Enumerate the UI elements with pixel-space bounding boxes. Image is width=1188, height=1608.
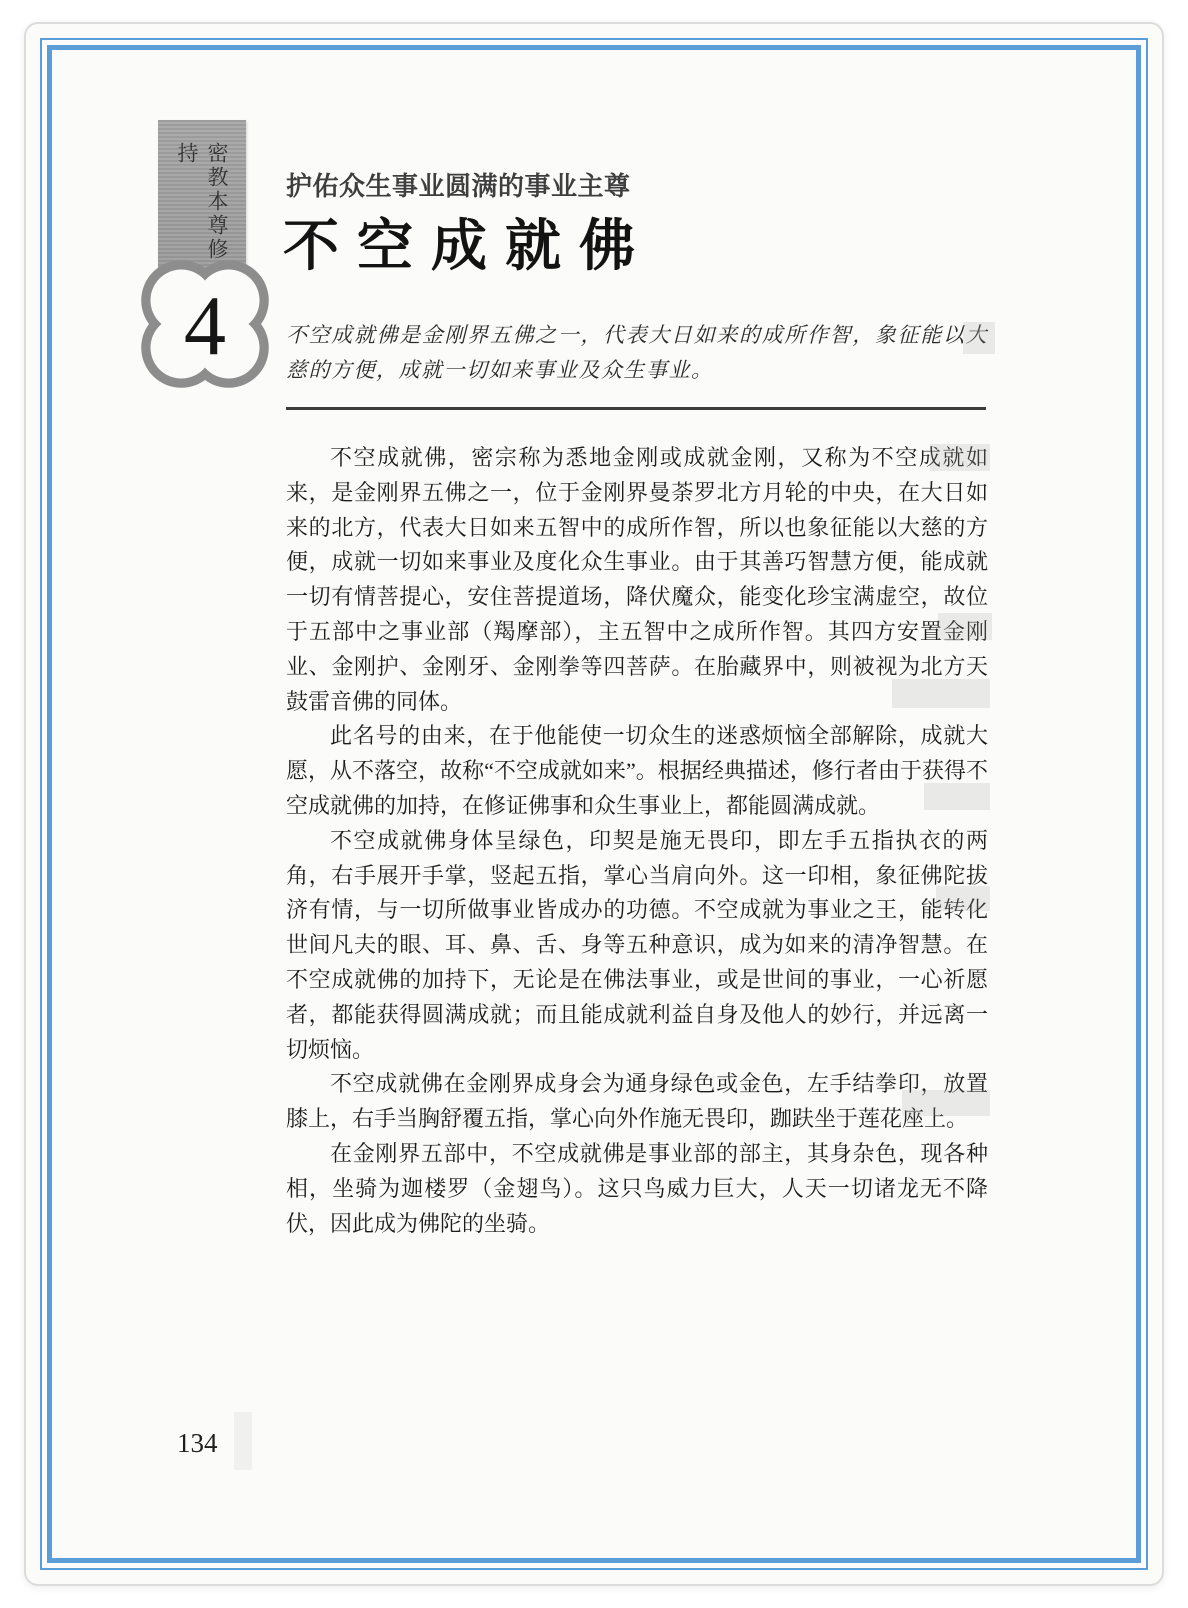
body-text	[286, 441, 988, 1241]
body-paragraph: 此名号的由来，在于他能使一切众生的迷惑烦恼全部解除，成就大愿，从不落空，故称“不空成就如来”。根据经典描述，修行者由于获得不空成就佛的加持，在修证佛事和众生事业上，都能圆满成就。	[286, 723, 988, 818]
body-paragraph: 不空成就佛，密宗称为悉地金刚或成就金刚，又称为不空成就如来，是金刚界五佛之一，位于金刚界曼荼罗北方月轮的中央，在大日如来的北方，代表大日如来五智中的成所作智，所以也象征能以大慈的方便，成就一切如来事业及度化众生事业。由于其善巧智慧方便，能成就一切有情菩提心，安住菩提道场，降伏魔众，能变化珍宝满虚空，故位于五部中之事业部（羯摩部），主五智中之成所作智。其四方安置金刚业、金刚护、金刚牙、金刚拳等四菩萨。在胎藏界中，则被视为北方天鼓雷音佛的同体。	[286, 445, 988, 714]
chapter-badge	[133, 252, 277, 396]
scan-artifact	[234, 1412, 252, 1470]
quatrefoil-icon	[133, 252, 277, 396]
page-title: 不空成就佛	[283, 216, 653, 278]
series-label: 密教本尊修持	[175, 142, 229, 262]
body-paragraph: 不空成就佛在金刚界成身会为通身绿色或金色，左手结拳印，放置膝上，右手当胸舒覆五指，掌心向外作施无畏印，跏趺坐于莲花座上。	[286, 1071, 988, 1132]
intro-abstract: 不空成就佛是金刚界五佛之一，代表大日如来的成所作智，象征能以大慈的方便，成就一切如来事业及众生事业。	[286, 323, 988, 382]
page-number: 134	[177, 1428, 218, 1458]
body-paragraph: 不空成就佛身体呈绿色，印契是施无畏印，即左手五指执衣的两角，右手展开手掌，竖起五指，掌心当肩向外。这一印相，象征佛陀拔济有情，与一切所做事业皆成办的功德。不空成就为事业之王，能转化世间凡夫的眼、耳、鼻、舌、身等五种意识，成为如来的清净智慧。在不空成就佛的加持下，无论是在佛法事业，或是世间的事业，一心祈愿者，都能获得圆满成就；而且能成就利益自身及他人的妙行，并远离一切烦恼。	[286, 827, 988, 1062]
chapter-ribbon	[158, 120, 246, 272]
body-paragraph: 在金刚界五部中，不空成就佛是事业部的部主，其身杂色，现各种相，坐骑为迦楼罗（金翅鸟）。这只鸟威力巨大，人天一切诸龙无不降伏，因此成为佛陀的坐骑。	[286, 1140, 988, 1236]
divider-rule	[286, 407, 986, 410]
chapter-subtitle: 护佑众生事业圆满的事业主尊	[286, 172, 631, 201]
chapter-number: 4	[183, 279, 227, 373]
